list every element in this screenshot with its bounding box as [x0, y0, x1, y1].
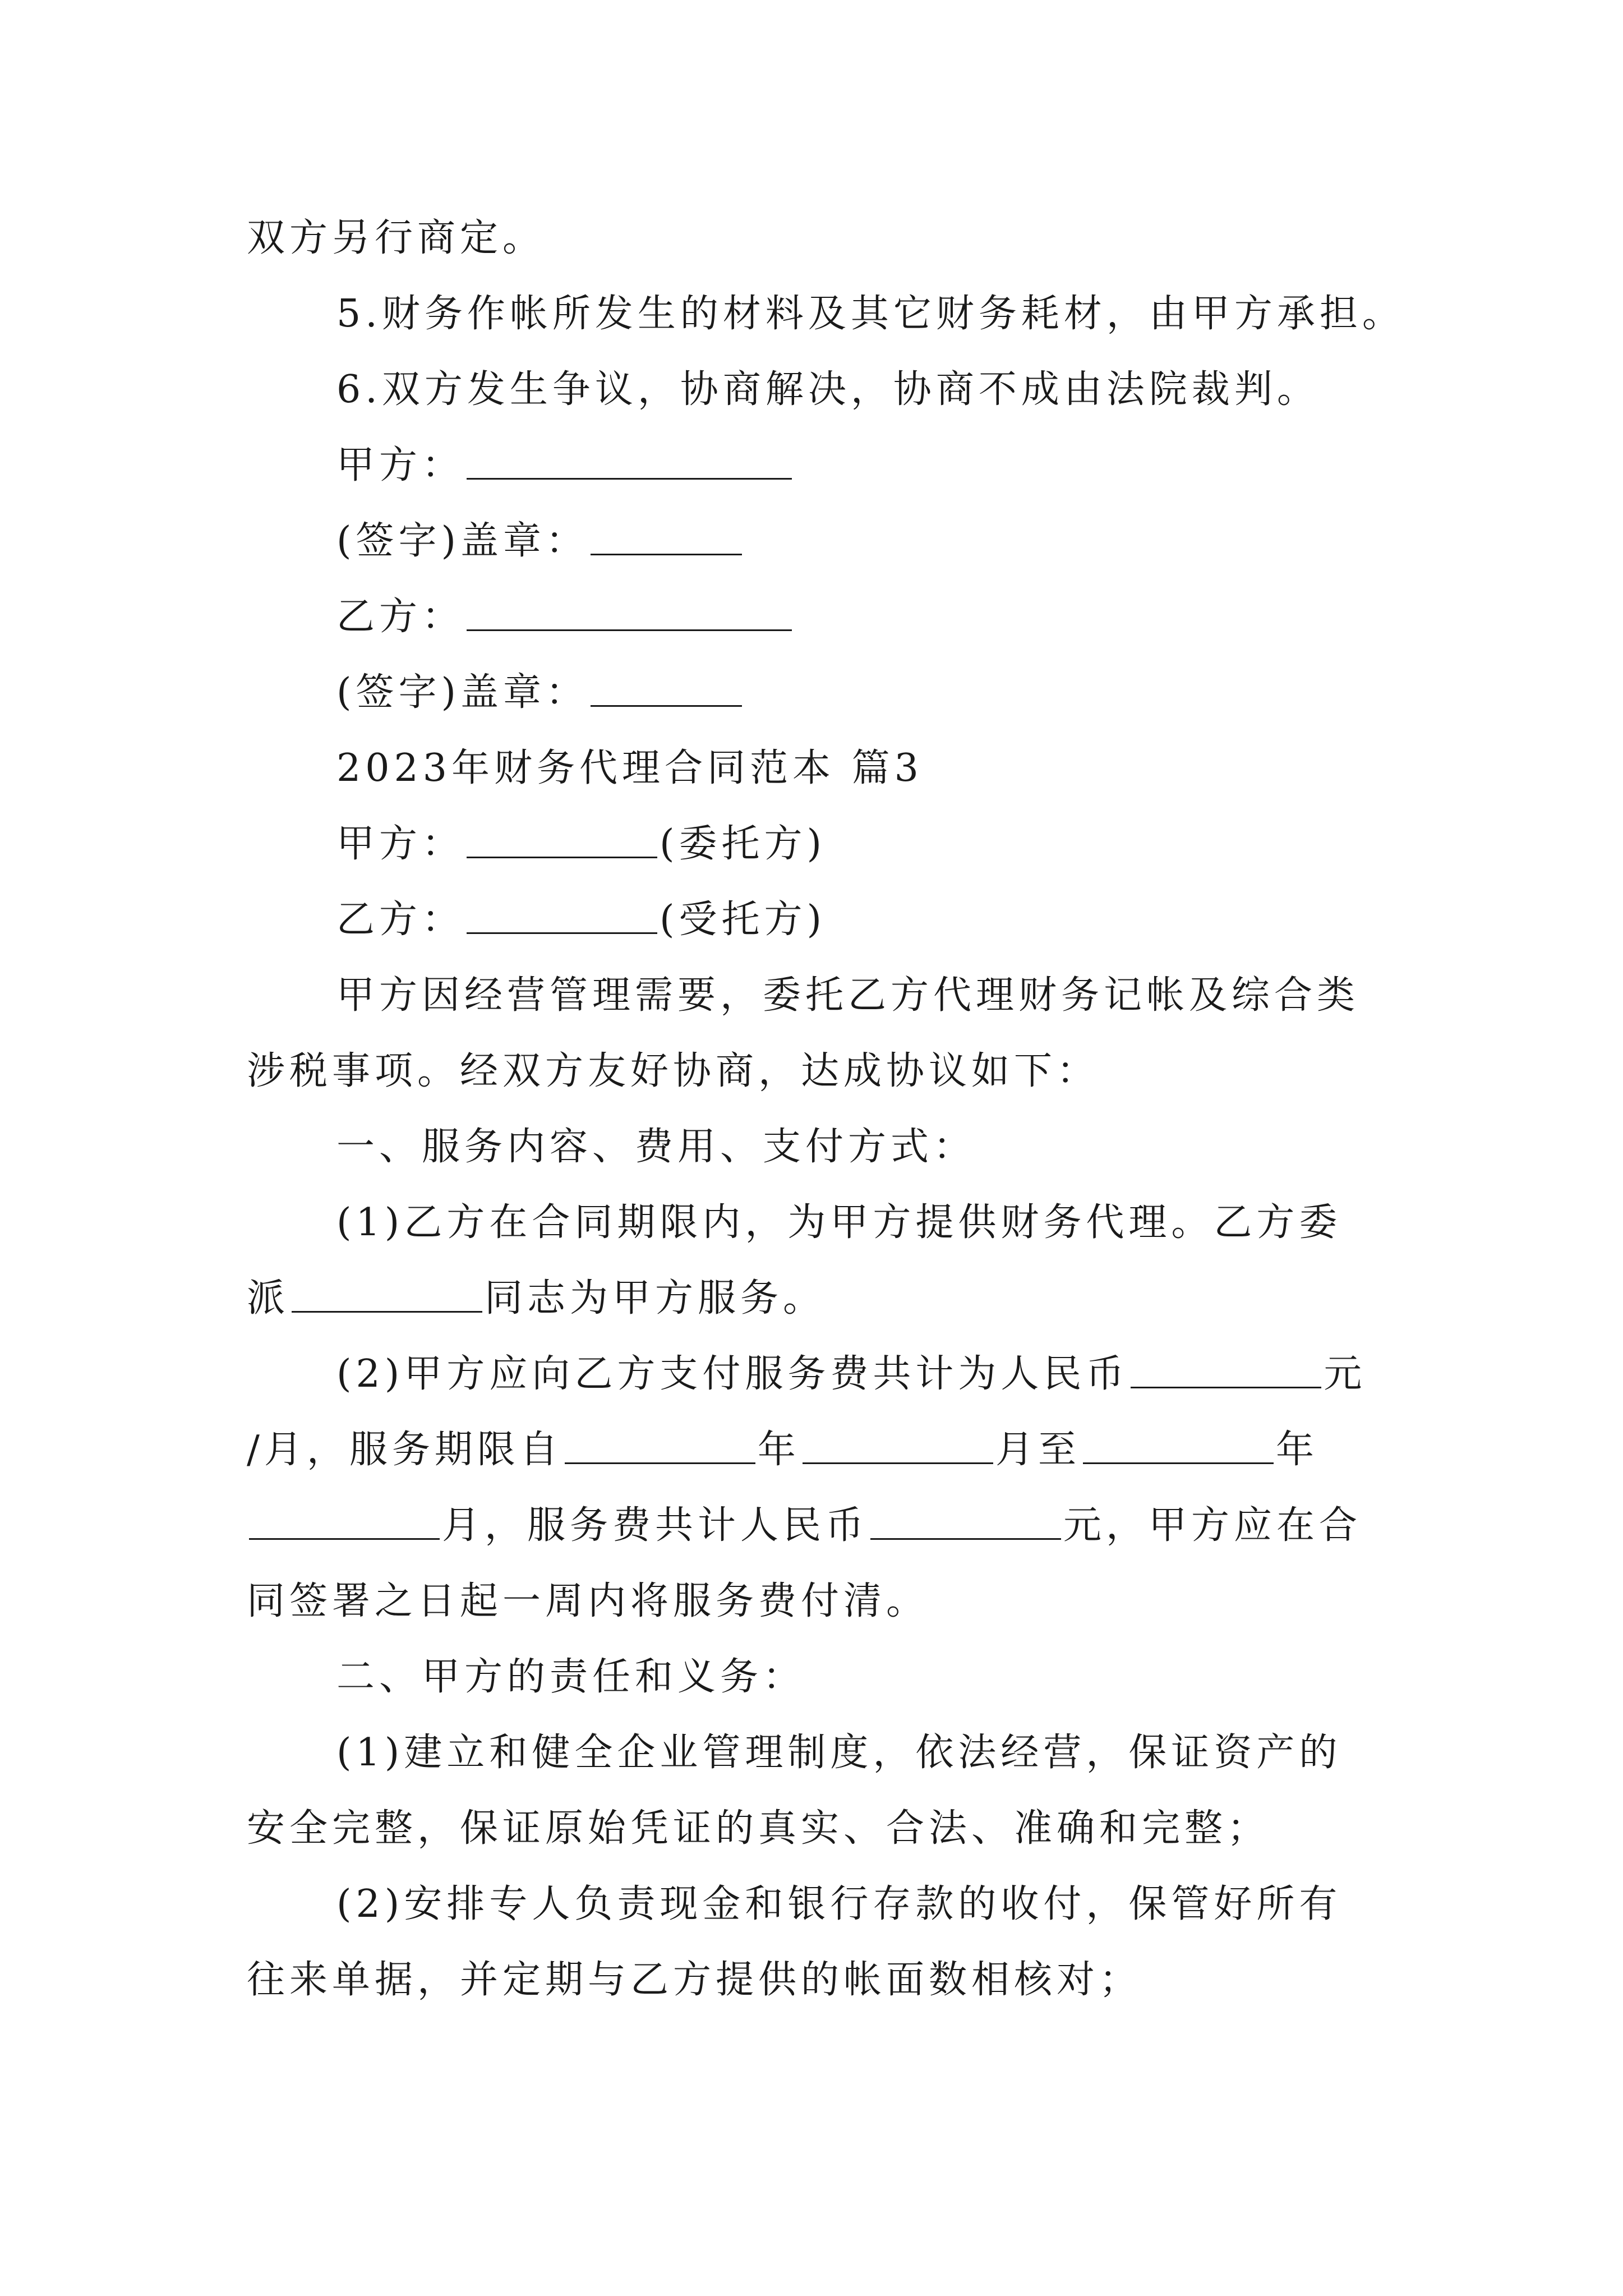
line-text: 年 [1275, 1428, 1318, 1472]
line-text: (1)建立和健全企业管理制度，依法经营，保证资产的 [336, 1731, 1342, 1775]
seal-line-party-b [336, 670, 744, 715]
line-text: 同志为甲方服务。 [485, 1276, 826, 1320]
line-text: (委托方) [660, 822, 827, 866]
line-text: 元，甲方应在合 [1063, 1503, 1362, 1548]
text-line [247, 1428, 1318, 1473]
text-line [247, 1806, 1270, 1851]
line-text: /月，服务期限自 [247, 1428, 562, 1472]
blank-underline [249, 1503, 440, 1540]
text-line [336, 973, 1359, 1018]
section-heading [336, 746, 923, 791]
signature-line-party-b [336, 595, 794, 639]
signature-line-party-a [336, 443, 794, 488]
line-text: 甲方： [336, 443, 465, 487]
party-b-line [336, 898, 826, 942]
blank-underline [803, 1428, 993, 1464]
text-line [247, 1276, 826, 1321]
line-text: (2)安排专人负责现金和银行存款的收付，保管好所有 [336, 1882, 1342, 1926]
line-text: (签字)盖章： [336, 670, 589, 715]
line-text: 6.双方发生争议，协商解决，协商不成由法院裁判。 [336, 367, 1320, 412]
text-line [247, 1958, 1142, 2003]
text-line [247, 1579, 929, 1624]
text-line [247, 1049, 1099, 1094]
line-text: (1)乙方在合同期限内，为甲方提供财务代理。乙方委 [336, 1200, 1342, 1245]
line-text: 元 [1324, 1352, 1367, 1396]
blank-underline [591, 670, 742, 707]
line-text: 往来单据，并定期与乙方提供的帐面数相核对； [247, 1958, 1142, 2002]
blank-underline [565, 1428, 755, 1464]
text-line [336, 1882, 1341, 1927]
party-a-line [336, 822, 826, 867]
line-text: 派 [247, 1276, 290, 1320]
blank-underline [467, 443, 792, 480]
line-text: 5.财务作帐所发生的材料及其它财务耗材，由甲方承担。 [336, 292, 1405, 336]
blank-underline [467, 822, 657, 858]
line-text: 同签署之日起一周内将服务费付清。 [247, 1579, 929, 1623]
line-text: 涉税事项。经双方友好协商，达成协议如下： [247, 1049, 1100, 1093]
blank-underline [467, 595, 792, 631]
text-line [247, 216, 545, 261]
text-line [336, 1731, 1341, 1775]
text-line [336, 1352, 1366, 1397]
line-text: 月，服务费共计人民币 [442, 1503, 869, 1548]
blank-underline [591, 519, 742, 555]
line-text: 甲方： [336, 822, 465, 866]
line-text: 乙方： [336, 898, 465, 942]
line-text: (受托方) [660, 898, 827, 942]
text-line [336, 1125, 976, 1170]
blank-underline [870, 1503, 1061, 1540]
blank-underline [1131, 1352, 1321, 1388]
line-text: 二、甲方的责任和义务： [336, 1655, 806, 1699]
blank-underline [467, 898, 657, 934]
text-line [336, 1200, 1341, 1245]
line-text: 月至 [995, 1428, 1081, 1472]
blank-underline [292, 1276, 482, 1313]
blank-underline [1083, 1428, 1274, 1464]
line-text: 乙方： [336, 595, 465, 639]
line-text: (2)甲方应向乙方支付服务费共计为人民币 [336, 1352, 1129, 1396]
line-text: 双方另行商定。 [247, 216, 546, 260]
seal-line-party-a [336, 519, 744, 564]
text-line [336, 292, 1405, 337]
text-line [336, 1655, 805, 1700]
line-text: 年 [757, 1428, 800, 1472]
line-text: 安全完整，保证原始凭证的真实、合法、准确和完整； [247, 1806, 1270, 1851]
text-line [247, 1503, 1362, 1548]
line-text: (签字)盖章： [336, 519, 589, 563]
line-text: 一、服务内容、费用、支付方式： [336, 1125, 976, 1169]
text-line [336, 367, 1320, 412]
line-text: 甲方因经营管理需要，委托乙方代理财务记帐及综合类 [336, 973, 1360, 1018]
line-text: 2023年财务代理合同范本 篇3 [336, 746, 923, 790]
